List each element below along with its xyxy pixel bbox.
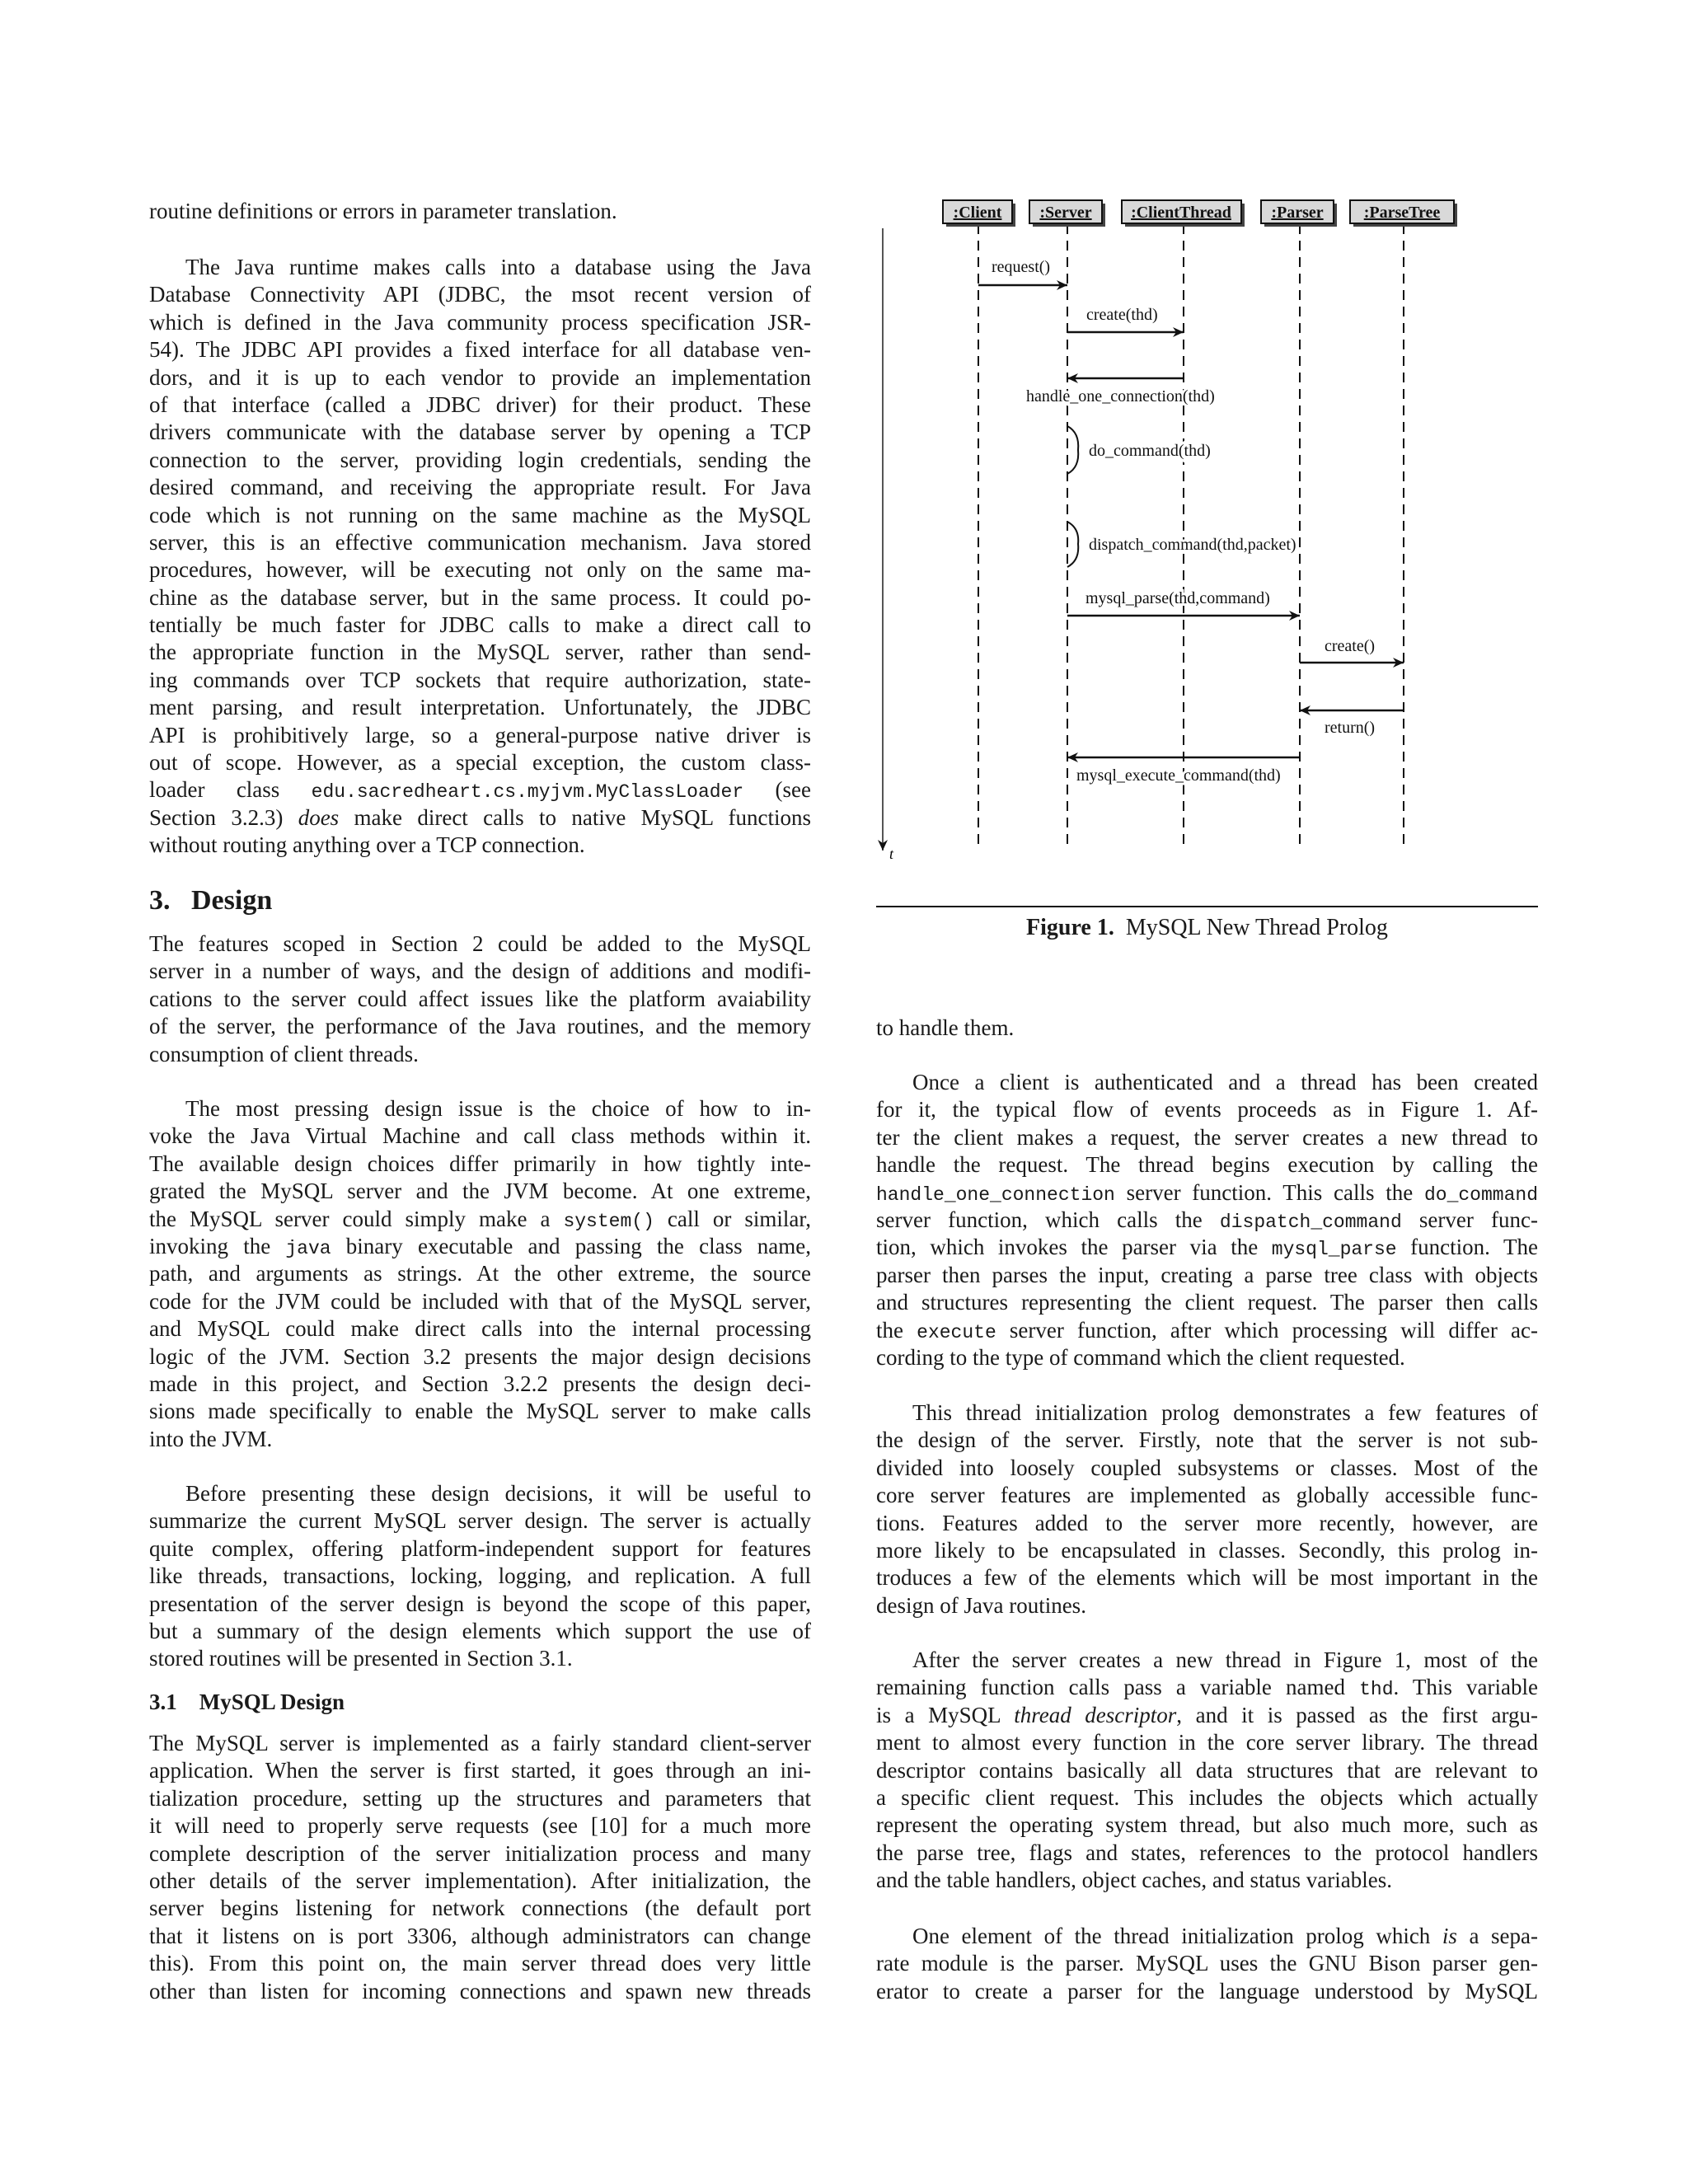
text-line (149, 1645, 811, 1672)
text-run: cations to the server could affect issues like the platform avaiability (149, 986, 811, 1011)
text-line (149, 1371, 811, 1398)
text-run: divided into loosely coupled subsystems or classes. Most of the (876, 1455, 1538, 1480)
text-run: to handle them. (876, 1015, 1015, 1040)
text-run: erator to create a parser for the language understood by MySQL (876, 1978, 1538, 2004)
object-label: :Client (953, 204, 1002, 222)
paragraph (149, 1095, 811, 1453)
text-run: Once a client is authenticated and a thread has been created (912, 1070, 1538, 1094)
text-run: represent the operating system thread, but also much more, such as (876, 1812, 1538, 1838)
paragraph (876, 1015, 1538, 1042)
text-run: The available design choices differ primarily in how tightly inte- (149, 1151, 811, 1176)
text-run: of that interface (called a JDBC driver) for their product. These (149, 391, 811, 417)
text-run: API is prohibitively large, so a general-purpose native driver is (149, 722, 811, 748)
text-run: quite complex, offering platform-independent support for features (149, 1535, 811, 1561)
text-line (876, 1564, 1538, 1591)
text-line (149, 1206, 811, 1233)
text-line (149, 1978, 811, 2005)
text-run: the parse tree, flags and states, references to the protocol handlers (876, 1840, 1538, 1865)
object-parsetree (1350, 200, 1457, 227)
text-run: server in a number of ways, and the design of additions and modifi- (149, 958, 811, 984)
self-call-do-command (1067, 426, 1078, 474)
text-run: server func- (1401, 1207, 1538, 1232)
text-line (876, 1482, 1538, 1509)
text-run: design of Java routines. (876, 1592, 1086, 1618)
text-line (876, 1867, 1538, 1894)
text-run: ing commands over TCP sockets that require authorization, state- (149, 667, 811, 692)
text-line (149, 1923, 811, 1950)
text-run: like threads, transactions, locking, logging, and replication. A full (149, 1563, 811, 1589)
text-line (876, 1124, 1538, 1151)
text-line (876, 1289, 1538, 1316)
inline-code: system() (563, 1210, 654, 1232)
text-run: tialization procedure, setting up the structures and parameters that (149, 1785, 811, 1811)
object-label: :ParseTree (1363, 204, 1441, 222)
self-call-dispatch (1067, 522, 1078, 567)
text-line (149, 986, 811, 1013)
text-run: tentially be much faster for JDBC calls to make a direct call to (149, 612, 811, 638)
text-line (149, 1233, 811, 1260)
text-run: out of scope. However, as a special exception, the custom class- (149, 750, 811, 776)
emphasis: is (1442, 1924, 1457, 1948)
text-run: stored routines will be presented in Section 3.1. (149, 1646, 573, 1671)
inline-code: dispatch_command (1219, 1211, 1402, 1233)
text-run: logic of the JVM. Section 3.2 presents the major design decisions (149, 1343, 811, 1369)
text-line (876, 1784, 1538, 1811)
text-line (876, 1729, 1538, 1756)
text-run: path, and arguments as strings. At the other extreme, the source (149, 1261, 811, 1286)
text-run: The features scoped in Section 2 could be added to the MySQL (149, 931, 811, 956)
text-line (149, 1426, 811, 1453)
text-run: chine as the database server, but in the same process. It could po- (149, 584, 811, 610)
text-run: procedures, however, will be executing not only on the same ma- (149, 557, 811, 583)
text-run: , and it is passed as the first argu- (1176, 1702, 1538, 1727)
text-line (876, 1840, 1538, 1867)
text-line (149, 1260, 811, 1287)
text-run: and structures representing the client request. The parser then calls (876, 1290, 1538, 1315)
text-line (876, 1399, 1538, 1427)
text-line (149, 1868, 811, 1895)
object-client (943, 200, 1015, 227)
text-line (149, 1315, 811, 1343)
text-line (876, 1096, 1538, 1123)
text-line (876, 1015, 1538, 1042)
text-run: into the JVM. (149, 1426, 273, 1451)
text-run: without routing anything over a TCP connection. (149, 832, 585, 858)
text-run: . This variable (1393, 1675, 1538, 1700)
emphasis: thread descriptor (1014, 1702, 1177, 1727)
text-line (876, 1978, 1538, 2005)
text-run: a specific client request. This includes the objects which actually (876, 1784, 1538, 1810)
object-clientthread (1122, 200, 1245, 227)
text-line (149, 1398, 811, 1425)
text-run: more likely to be encapsulated in classes. Secondly, this prolog in- (876, 1537, 1538, 1563)
text-run: server function, which calls the (876, 1207, 1220, 1232)
inline-code: edu.sacredheart.cs.myjvm.MyClassLoader (311, 781, 744, 804)
text-line (149, 1178, 811, 1205)
text-run: ter the client makes a request, the server creates a new thread to (876, 1124, 1538, 1150)
text-run: core server features are implemented as globally accessible func- (876, 1483, 1538, 1508)
paragraph (876, 1399, 1538, 1619)
object-label: :Server (1039, 204, 1092, 222)
text-run: voke the Java Virtual Machine and call class methods within it. (149, 1123, 811, 1149)
text-run: Database Connectivity API (JDBC, the msot recent version of (149, 282, 811, 307)
text-run: sions made specifically to enable the MySQL server to make calls (149, 1399, 811, 1424)
text-run: made in this project, and Section 3.2.2 presents the design deci- (149, 1371, 811, 1396)
text-run: summarize the current MySQL server design. The server is actually (149, 1508, 811, 1534)
text-run: The MySQL server is implemented as a fairly standard client-server (149, 1731, 811, 1755)
text-line (876, 1537, 1538, 1564)
text-line (149, 1535, 811, 1563)
paragraph (876, 1647, 1538, 1895)
message-label-handle: handle_one_connection(thd) (1026, 387, 1215, 405)
text-run: Section 3.2.3) (149, 804, 298, 830)
message-label-parse: mysql_parse(thd,command) (1085, 589, 1270, 607)
text-line (876, 1702, 1538, 1729)
text-line (149, 1812, 811, 1840)
text-run: of the server, the performance of the Java routines, and the memory (149, 1014, 811, 1039)
text-run: loader class (149, 777, 312, 803)
text-line (149, 1591, 811, 1618)
message-label-do-command: do_command(thd) (1089, 442, 1211, 460)
text-line (149, 1950, 811, 1977)
text-run: connection to the server, providing login credentials, sending the (149, 447, 811, 472)
text-run: a sepa- (1456, 1924, 1538, 1948)
text-line (876, 1234, 1538, 1261)
text-run: that it listens on is port 3306, although administrators can change (149, 1923, 811, 1948)
emphasis: does (298, 804, 340, 830)
subsection-heading: 3.1 MySQL Design (149, 1690, 345, 1714)
section-heading: 3. Design (149, 885, 273, 916)
text-run: invoking the (149, 1233, 286, 1258)
text-run: complete description of the server initialization process and many (149, 1840, 811, 1866)
figure-caption (876, 914, 1538, 942)
text-run: routine definitions or errors in parameter translation. (149, 199, 617, 223)
text-run: the MySQL server could simply make a (149, 1206, 564, 1231)
text-line (149, 1785, 811, 1812)
text-run: handle the request. The thread begins execution by calling the (876, 1152, 1538, 1178)
message-label-execute: mysql_execute_command(thd) (1076, 766, 1281, 785)
text-run: (see (743, 777, 811, 803)
text-line (876, 1510, 1538, 1537)
text-line (149, 1013, 811, 1040)
text-run: and the table handlers, object caches, and status variables. (876, 1868, 1393, 1893)
text-run: The Java runtime makes calls into a database using the Java (185, 255, 811, 279)
text-line (149, 958, 811, 985)
text-line (149, 1895, 811, 1922)
text-run: the design of the server. Firstly, note that the server is not sub- (876, 1427, 1538, 1453)
text-run: function. The (1396, 1235, 1538, 1260)
text-run: desired command, and receiving the appropriate result. For Java (149, 475, 811, 500)
text-run: dors, and it is up to each vendor to provide an implementation (149, 364, 811, 390)
text-line (149, 1151, 811, 1178)
text-run: The most pressing design issue is the choice of how to in- (185, 1096, 811, 1121)
text-line (876, 1207, 1538, 1234)
text-run: cording to the type of command which the client requested. (876, 1344, 1405, 1370)
paragraph (149, 1480, 811, 1673)
text-line (149, 1480, 811, 1507)
text-line (876, 1179, 1538, 1207)
text-line (876, 1344, 1538, 1371)
inline-code: mysql_parse (1271, 1239, 1397, 1261)
text-run: grated the MySQL server and the JVM become. At one extreme, (149, 1179, 811, 1204)
text-line (876, 1069, 1538, 1096)
message-label-create: create() (1325, 637, 1376, 655)
message-label-request: request() (992, 258, 1051, 276)
text-line (876, 1262, 1538, 1289)
text-line (149, 1618, 811, 1645)
text-run: call or similar, (654, 1206, 812, 1231)
inline-code: do_command (1423, 1183, 1538, 1206)
object-label: :ClientThread (1131, 204, 1231, 222)
text-run: One element of the thread initialization prolog which (912, 1924, 1442, 1948)
text-line (876, 1317, 1538, 1344)
caption-text: MySQL New Thread Prolog (1125, 915, 1388, 940)
text-run: is a MySQL (876, 1702, 1015, 1727)
text-line (149, 1507, 811, 1535)
inline-code: java (285, 1237, 331, 1259)
message-label-create-thd: create(thd) (1086, 306, 1158, 324)
message-label-dispatch: dispatch_command(thd,packet) (1089, 536, 1296, 554)
text-line (876, 1674, 1538, 1701)
text-run: consumption of client threads. (149, 1041, 419, 1066)
text-run: 54). The JDBC API provides a fixed interface for all database ven- (149, 337, 811, 363)
time-label: t (889, 846, 894, 862)
text-run: binary executable and passing the class name, (331, 1233, 811, 1258)
text-line (149, 1840, 811, 1868)
text-line (149, 1041, 811, 1068)
text-run: presentation of the server design is beyond the scope of this paper, (149, 1591, 811, 1616)
text-run: remaining function calls pass a variable named (876, 1675, 1360, 1700)
text-run: but a summary of the design elements which support the use of (149, 1618, 811, 1643)
text-run: code for the JVM could be included with that of the MySQL server, (149, 1288, 811, 1314)
paragraph (876, 1069, 1538, 1371)
text-line (149, 1288, 811, 1315)
text-run: which is defined in the Java community process specification JSR- (149, 309, 811, 335)
message-label-return: return() (1325, 719, 1376, 737)
paragraph (876, 1923, 1538, 2005)
text-run: this). From this point on, the main server thread does very little (149, 1951, 811, 1976)
text-run: application. When the server is first started, it goes through an ini- (149, 1758, 811, 1783)
text-line (876, 1592, 1538, 1619)
text-line (876, 1427, 1538, 1454)
text-run: This thread initialization prolog demonstrates a few features of (912, 1400, 1538, 1425)
text-run: and MySQL could make direct calls into the internal processing (149, 1316, 811, 1342)
text-line (876, 1647, 1538, 1674)
text-line (876, 1811, 1538, 1839)
object-parser (1261, 200, 1337, 227)
text-run: ment parsing, and result interpretation. Unfortunately, the JDBC (149, 695, 811, 720)
text-line (876, 1757, 1538, 1784)
text-run: rate module is the parser. MySQL uses the GNU Bison parser gen- (876, 1951, 1538, 1976)
text-line (149, 1343, 811, 1371)
inline-code: thd (1359, 1679, 1394, 1701)
text-line (876, 1950, 1538, 1977)
text-run: ment to almost every function in the core server library. The thread (876, 1730, 1538, 1755)
text-run: for it, the typical flow of events proceeds as in Figure 1. Af- (876, 1097, 1538, 1122)
text-run: other details of the server implementation). After initialization, the (149, 1868, 811, 1893)
text-run: parser then parses the input, creating a parse tree class with objects (876, 1262, 1538, 1287)
text-line (876, 1151, 1538, 1179)
text-run: the appropriate function in the MySQL server, rather than send- (149, 640, 811, 665)
paragraph (149, 1730, 811, 2005)
text-run: drivers communicate with the database server by opening a TCP (149, 419, 811, 445)
paragraph (149, 930, 811, 1068)
text-run: troduces a few of the elements which will be most important in the (876, 1565, 1538, 1591)
text-run: tions. Features added to the server more recently, however, are (876, 1510, 1538, 1535)
text-run: it will need to properly serve requests (see [10] for a much more (149, 1813, 811, 1839)
text-run: server function, after which processing will differ ac- (996, 1317, 1538, 1343)
text-run: server, this is an effective communication mechanism. Java stored (149, 529, 811, 555)
text-run: other than listen for incoming connections and spawn new threads (149, 1978, 811, 2004)
text-run: Before presenting these design decisions, it will be useful to (185, 1481, 811, 1506)
text-line (149, 1730, 811, 1757)
text-line (149, 1563, 811, 1590)
text-run: the (876, 1317, 917, 1343)
text-run: code which is not running on the same machine as the MySQL (149, 502, 811, 527)
text-run: make direct calls to native MySQL functions (339, 804, 811, 830)
inline-code: handle_one_connection (876, 1183, 1115, 1206)
inline-code: execute (917, 1321, 996, 1343)
object-server (1029, 200, 1105, 227)
text-line (149, 1095, 811, 1122)
text-run: tion, which invokes the parser via the (876, 1235, 1272, 1260)
caption-label: Figure 1. (1026, 915, 1114, 940)
text-line (149, 1122, 811, 1150)
text-line (149, 1757, 811, 1784)
object-label: :Parser (1271, 204, 1324, 222)
text-run: descriptor contains basically all data structures that are relevant to (876, 1757, 1538, 1783)
text-line (149, 930, 811, 958)
text-run: After the server creates a new thread in Figure 1, most of the (912, 1647, 1538, 1672)
text-run: server function. This calls the (1114, 1179, 1424, 1205)
text-line (876, 1455, 1538, 1482)
sequence-diagram (0, 0, 1688, 915)
text-line (876, 1923, 1538, 1950)
text-run: server begins listening for network connections (the default port (149, 1896, 811, 1921)
